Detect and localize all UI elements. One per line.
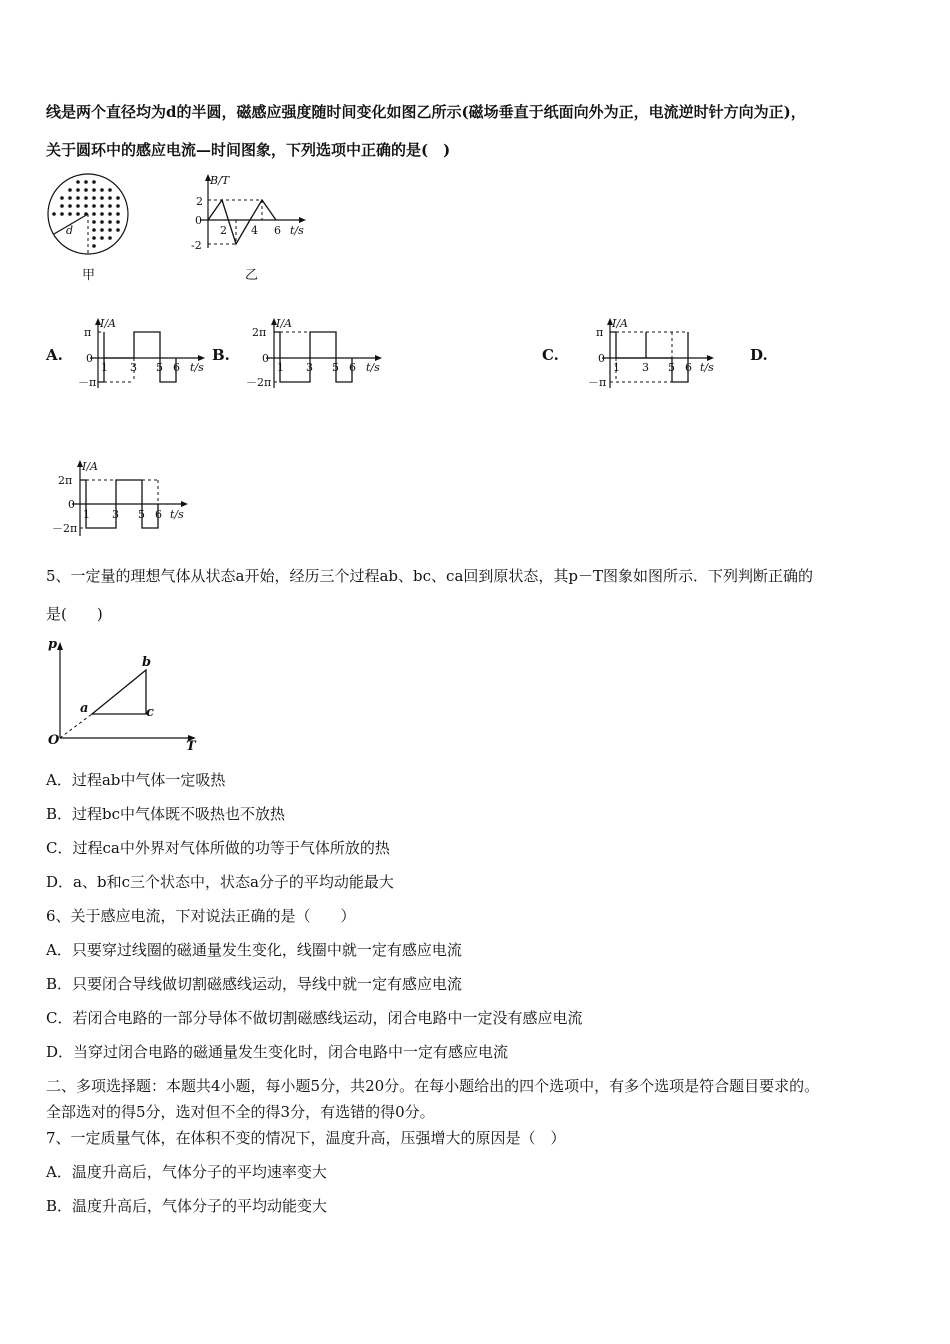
field-dot bbox=[84, 188, 88, 192]
field-dot bbox=[100, 188, 104, 192]
figure-yi bbox=[190, 172, 310, 284]
field-dot bbox=[108, 236, 112, 240]
x-axis-label: t/s bbox=[290, 224, 304, 237]
field-dot bbox=[92, 236, 96, 240]
option-c-label[interactable]: C. bbox=[542, 346, 559, 364]
section2-line2: 全部选对的得5分，选对但不全的得3分，有选错的得0分。 bbox=[46, 1103, 435, 1121]
option-d-graph bbox=[52, 458, 197, 540]
field-dot bbox=[92, 188, 96, 192]
field-dot bbox=[92, 244, 96, 248]
q5-option-a[interactable]: A．过程ab中气体一定吸热 bbox=[46, 771, 226, 789]
field-dot bbox=[108, 204, 112, 208]
field-dot bbox=[116, 212, 120, 216]
y-bottom-label: －π bbox=[78, 376, 97, 389]
svg-text:I/A: I/A bbox=[82, 460, 98, 473]
field-dot bbox=[92, 212, 96, 216]
field-dot bbox=[100, 204, 104, 208]
caption-yi: 乙 bbox=[245, 268, 259, 283]
svg-text:3: 3 bbox=[130, 361, 137, 374]
svg-text:－π: －π bbox=[588, 376, 607, 389]
field-dot bbox=[92, 180, 96, 184]
svg-text:5: 5 bbox=[156, 361, 163, 374]
d-label: d bbox=[66, 224, 74, 237]
field-dot bbox=[84, 204, 88, 208]
svg-text:3: 3 bbox=[642, 361, 649, 374]
svg-text:t/s: t/s bbox=[700, 361, 714, 374]
x-tick-4: 4 bbox=[251, 224, 258, 237]
q7-option-b[interactable]: B．温度升高后，气体分子的平均动能变大 bbox=[46, 1197, 328, 1215]
field-dot bbox=[76, 204, 80, 208]
origin-label: 0 bbox=[195, 214, 202, 227]
svg-text:－2π: －2π bbox=[246, 376, 272, 389]
b-curve bbox=[208, 200, 276, 244]
svg-text:t/s: t/s bbox=[366, 361, 380, 374]
q6-option-d[interactable]: D．当穿过闭合电路的磁通量发生变化时，闭合电路中一定有感应电流 bbox=[46, 1043, 509, 1061]
point-c: c bbox=[146, 705, 154, 720]
svg-text:1: 1 bbox=[277, 361, 284, 374]
field-dot bbox=[76, 188, 80, 192]
q6-option-c[interactable]: C．若闭合电路的一部分导体不做切割磁感线运动，闭合电路中一定没有感应电流 bbox=[46, 1009, 583, 1027]
field-dot bbox=[100, 212, 104, 216]
q5-stem-line2: 是( ) bbox=[46, 605, 103, 623]
origin-o-label: O bbox=[48, 733, 60, 748]
svg-text:0: 0 bbox=[68, 498, 75, 511]
option-d-label[interactable]: D. bbox=[750, 346, 768, 364]
field-dot bbox=[116, 228, 120, 232]
q5-option-d[interactable]: D．a、b和c三个状态中，状态a分子的平均动能最大 bbox=[46, 873, 394, 891]
x-tick-2: 2 bbox=[220, 224, 227, 237]
svg-text:6: 6 bbox=[685, 361, 692, 374]
svg-text:2π: 2π bbox=[252, 326, 267, 339]
field-dot bbox=[108, 196, 112, 200]
q5-option-b[interactable]: B．过程bc中气体既不吸热也不放热 bbox=[46, 805, 286, 823]
field-dot bbox=[92, 204, 96, 208]
current-curve bbox=[274, 332, 352, 382]
svg-text:1: 1 bbox=[101, 361, 108, 374]
t-axis-label: T bbox=[186, 739, 196, 754]
point-b: b bbox=[142, 655, 152, 670]
field-dot bbox=[52, 212, 56, 216]
current-curve bbox=[98, 332, 176, 382]
field-dot bbox=[100, 228, 104, 232]
field-dot bbox=[68, 188, 72, 192]
svg-text:I/A: I/A bbox=[612, 317, 628, 330]
svg-text:3: 3 bbox=[306, 361, 313, 374]
y-tick-2: 2 bbox=[196, 195, 203, 208]
svg-text:6: 6 bbox=[349, 361, 356, 374]
field-dot bbox=[92, 220, 96, 224]
svg-text:－2π: －2π bbox=[52, 522, 78, 535]
field-dot bbox=[92, 196, 96, 200]
q4-stem-line2: 关于圆环中的感应电流—时间图象，下列选项中正确的是( ) bbox=[46, 141, 451, 159]
y-axis-label: I/A bbox=[100, 317, 116, 330]
field-dot bbox=[100, 236, 104, 240]
field-dot bbox=[76, 196, 80, 200]
abc-triangle bbox=[92, 670, 146, 714]
option-c-graph bbox=[584, 316, 719, 392]
svg-text:0: 0 bbox=[262, 352, 269, 365]
svg-text:2π: 2π bbox=[58, 474, 73, 487]
y-tick-neg2: -2 bbox=[191, 239, 202, 252]
x-tick-6: 6 bbox=[274, 224, 281, 237]
svg-text:6: 6 bbox=[173, 361, 180, 374]
field-dot bbox=[100, 196, 104, 200]
p-axis-label: p bbox=[48, 637, 58, 652]
field-dot bbox=[108, 212, 112, 216]
figure-jia bbox=[44, 172, 134, 282]
field-dot bbox=[116, 196, 120, 200]
field-dot bbox=[100, 220, 104, 224]
option-b-graph bbox=[246, 316, 391, 392]
field-dot bbox=[116, 204, 120, 208]
q5-pt-graph bbox=[44, 634, 204, 754]
svg-text:6: 6 bbox=[155, 508, 162, 521]
field-dot bbox=[108, 220, 112, 224]
option-a-graph bbox=[76, 316, 211, 392]
field-dot bbox=[84, 196, 88, 200]
field-dot bbox=[116, 220, 120, 224]
svg-text:t/s: t/s bbox=[170, 508, 184, 521]
field-dot bbox=[60, 212, 64, 216]
q5-option-c[interactable]: C．过程ca中外界对气体所做的功等于气体所放的热 bbox=[46, 839, 390, 857]
svg-text:1: 1 bbox=[83, 508, 90, 521]
magnetic-field-dots bbox=[52, 180, 120, 248]
q6-option-b[interactable]: B．只要闭合导线做切割磁感线运动，导线中就一定有感应电流 bbox=[46, 975, 463, 993]
field-dot bbox=[60, 196, 64, 200]
field-dot bbox=[76, 180, 80, 184]
caption-jia: 甲 bbox=[82, 268, 96, 283]
point-a: a bbox=[80, 701, 89, 716]
svg-text:5: 5 bbox=[332, 361, 339, 374]
field-dot bbox=[68, 212, 72, 216]
origin-label: 0 bbox=[86, 352, 93, 365]
field-dot bbox=[76, 212, 80, 216]
field-dot bbox=[108, 228, 112, 232]
q7-option-a[interactable]: A．温度升高后，气体分子的平均速率变大 bbox=[46, 1163, 327, 1181]
y-axis-label: B/T bbox=[210, 174, 230, 187]
svg-text:0: 0 bbox=[598, 352, 605, 365]
field-dot bbox=[108, 188, 112, 192]
field-dot bbox=[92, 228, 96, 232]
q4-stem-line1: 线是两个直径均为d的半圆，磁感应强度随时间变化如图乙所示(磁场垂直于纸面向外为正，电流逆时针方向为正)， bbox=[46, 103, 806, 121]
svg-text:5: 5 bbox=[668, 361, 675, 374]
field-dot bbox=[68, 196, 72, 200]
svg-text:π: π bbox=[596, 326, 604, 339]
field-dot bbox=[84, 180, 88, 184]
current-curve bbox=[610, 332, 688, 382]
option-a-label[interactable]: A. bbox=[46, 346, 63, 364]
section2-line1: 二、多项选择题：本题共4小题，每小题5分，共20分。在每小题给出的四个选项中，有多个选项是符合题目要求的。 bbox=[46, 1077, 820, 1095]
y-top-label: π bbox=[84, 326, 92, 339]
svg-text:I/A: I/A bbox=[276, 317, 292, 330]
q6-option-a[interactable]: A．只要穿过线圈的磁通量发生变化，线圈中就一定有感应电流 bbox=[46, 941, 462, 959]
svg-text:5: 5 bbox=[138, 508, 145, 521]
svg-text:3: 3 bbox=[112, 508, 119, 521]
x-axis-label: t/s bbox=[190, 361, 204, 374]
field-dot bbox=[68, 204, 72, 208]
q5-stem-line1: 5、一定量的理想气体从状态a开始，经历三个过程ab、bc、ca回到原状态，其p－T图象如图所示．下列判断正确的 bbox=[46, 567, 813, 585]
q6-stem: 6、关于感应电流，下对说法正确的是（ ） bbox=[46, 907, 356, 925]
q7-stem: 7、一定质量气体，在体积不变的情况下，温度升高，压强增大的原因是（ ） bbox=[46, 1129, 566, 1147]
field-dot bbox=[60, 204, 64, 208]
option-b-label[interactable]: B. bbox=[212, 346, 230, 364]
svg-text:1: 1 bbox=[613, 361, 620, 374]
